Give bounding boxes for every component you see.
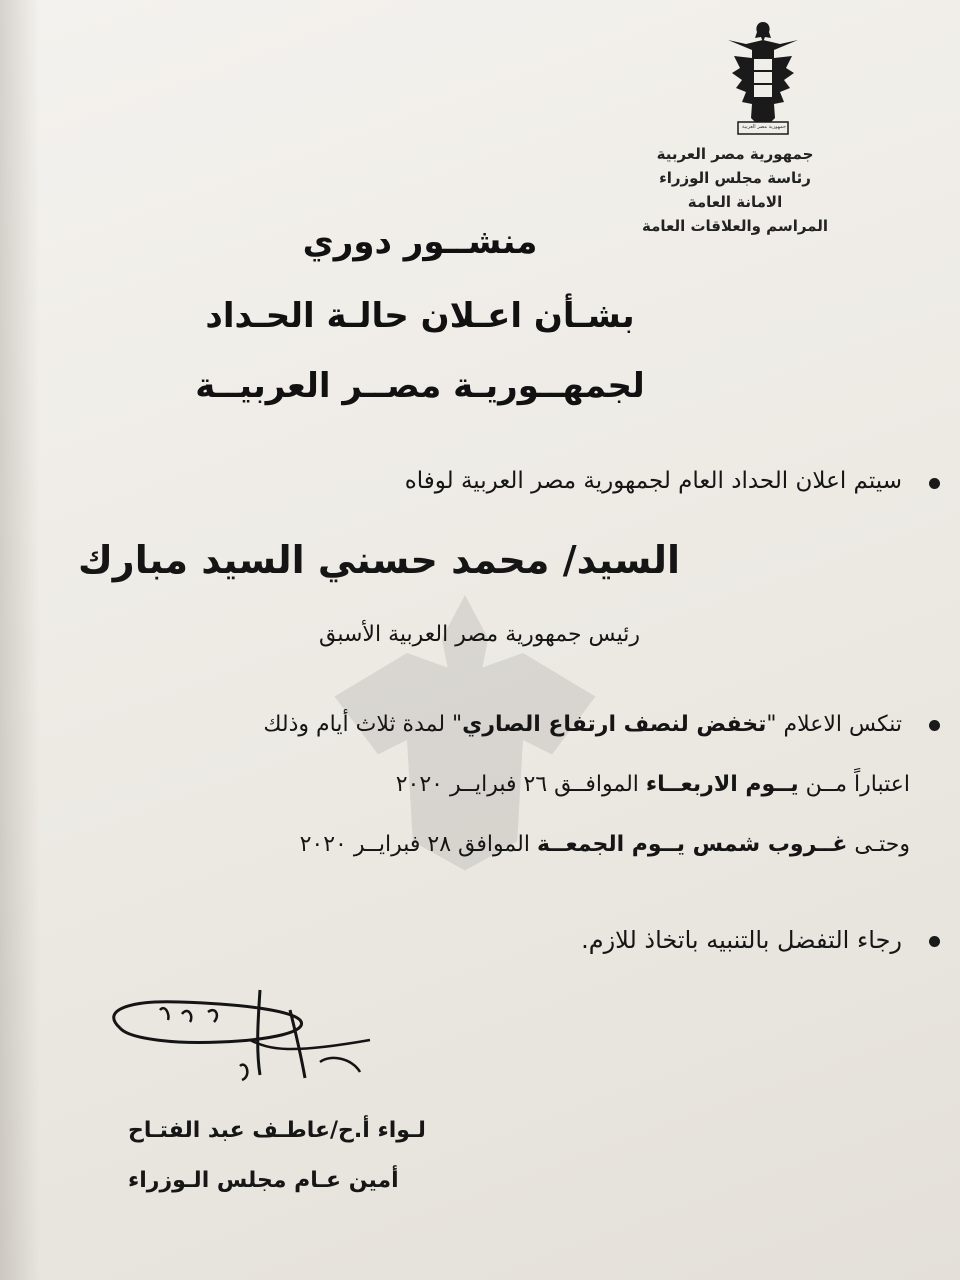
flags-instruction-prefix: تنكس الاعلام " bbox=[766, 712, 902, 737]
letterhead-department: المراسم والعلاقات العامة bbox=[642, 217, 828, 235]
start-prefix: اعتباراً مــن bbox=[798, 772, 910, 797]
emblem-caption: جمهورية مصر العربية bbox=[742, 124, 786, 130]
bullet-dot bbox=[929, 478, 940, 489]
document-title: منشــور دوري bbox=[302, 222, 538, 262]
flags-start-date bbox=[396, 772, 910, 797]
flags-instruction bbox=[263, 712, 902, 737]
letterhead-country: جمهورية مصر العربية bbox=[656, 145, 814, 163]
bullet-dot bbox=[929, 720, 940, 731]
start-day: يــوم الاربعــاء bbox=[645, 772, 799, 797]
signatory-name: لـواء أ.ح/عاطـف عبد الفتـاح bbox=[128, 1118, 426, 1143]
bullet-dot bbox=[929, 936, 940, 947]
paper-edge-shadow bbox=[0, 0, 40, 1280]
signatory-role: أمين عـام مجلس الـوزراء bbox=[128, 1168, 399, 1193]
start-date: الموافــق ٢٦ فبرايــر ٢٠٢٠ bbox=[395, 772, 646, 797]
mourning-announcement: سيتم اعلان الحداد العام لجمهورية مصر العربية لوفاه bbox=[404, 468, 902, 494]
document-subject: بشـأن اعـلان حالـة الحـداد bbox=[205, 296, 635, 336]
end-date: الموافق ٢٨ فبرايــر ٢٠٢٠ bbox=[299, 832, 537, 857]
document-subject-country: لجمهــوريـة مصــر العربيــة bbox=[195, 366, 645, 406]
letterhead-secretariat: الامانة العامة bbox=[687, 193, 783, 211]
letterhead-cabinet: رئاسة مجلس الوزراء bbox=[659, 169, 811, 187]
handwritten-signature bbox=[90, 980, 390, 1100]
flags-end-date bbox=[300, 832, 910, 857]
flags-instruction-bold: تخفض لنصف ارتفاع الصاري bbox=[462, 712, 767, 737]
deceased-position: رئيس جمهورية مصر العربية الأسبق bbox=[319, 622, 640, 647]
end-day: غــروب شمس يــوم الجمعــة bbox=[536, 832, 848, 857]
flags-instruction-suffix: " لمدة ثلاث أيام وذلك bbox=[263, 712, 463, 737]
deceased-name: السيد/ محمد حسني السيد مبارك bbox=[77, 538, 680, 582]
closing-request: رجاء التفضل بالتنبيه باتخاذ للازم. bbox=[581, 926, 902, 954]
end-prefix: وحتـى bbox=[847, 832, 910, 857]
